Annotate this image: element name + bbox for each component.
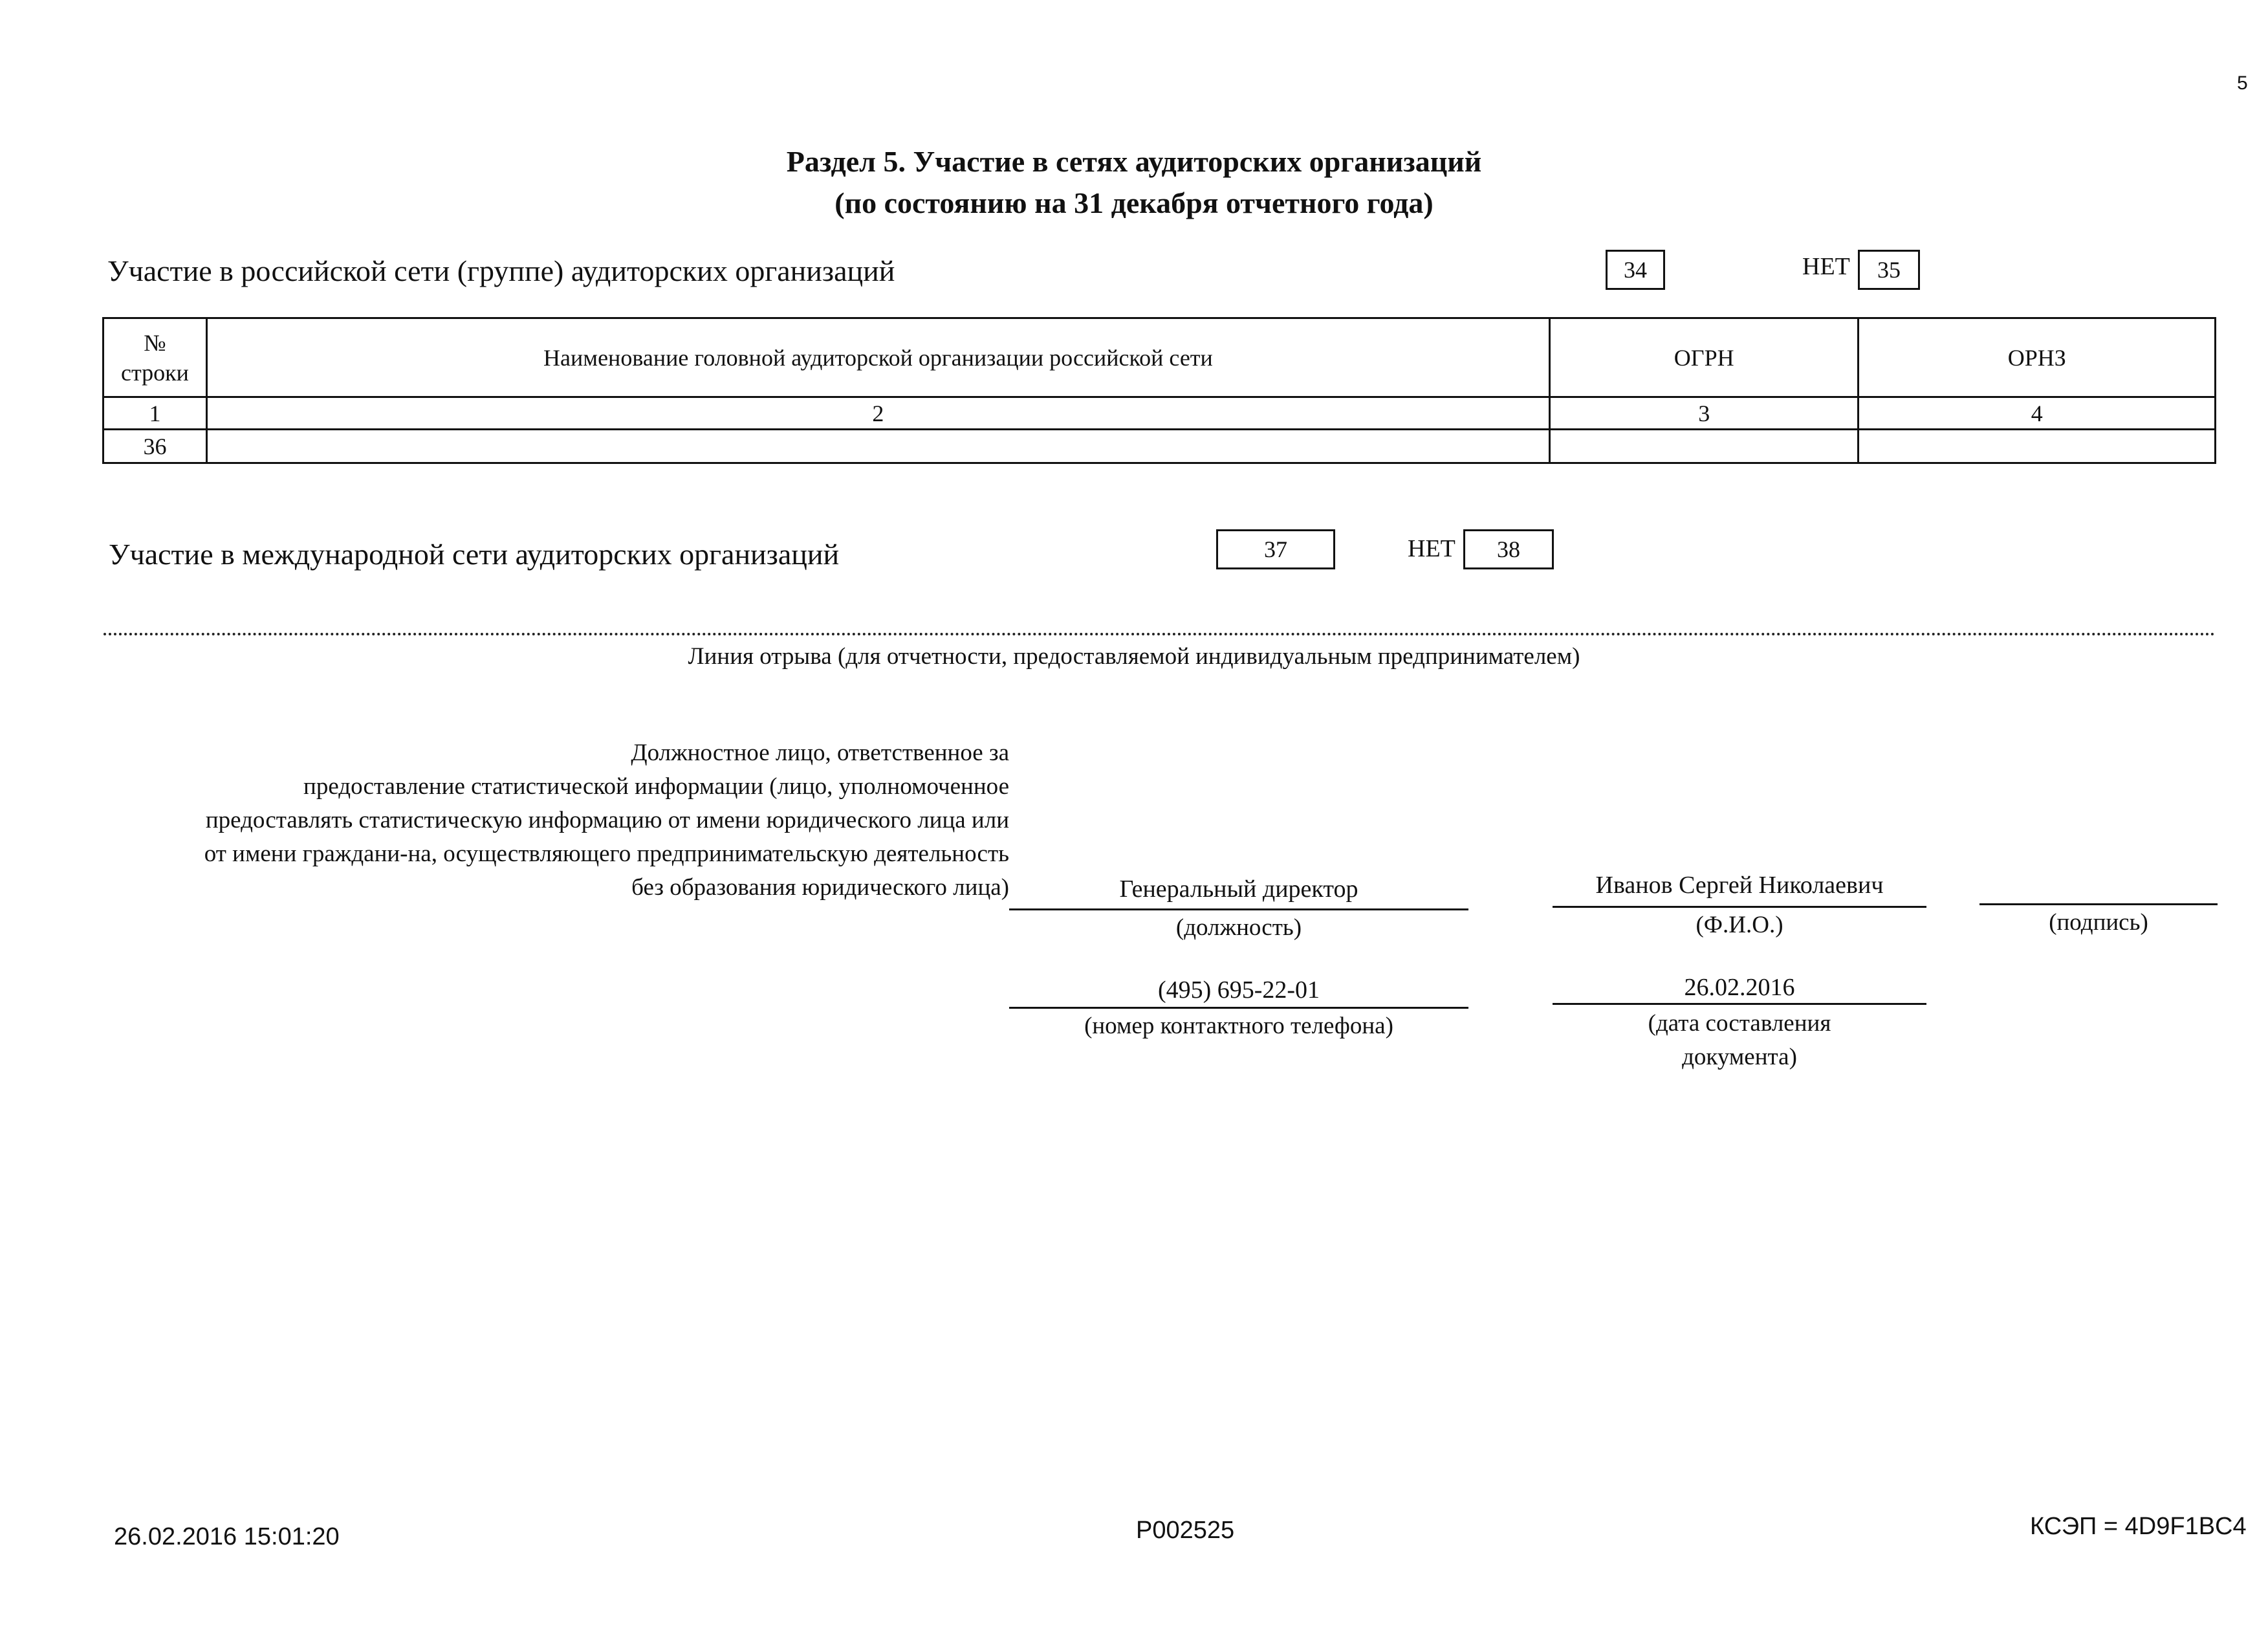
page-number: 5: [2237, 72, 2248, 94]
fio-caption: (Ф.И.О.): [1696, 912, 1783, 938]
signature-line[interactable]: [1979, 903, 2218, 905]
russian-network-no-label: НЕТ: [1802, 253, 1850, 280]
footer-ksep: КСЭП = 4D9F1BC4: [2030, 1513, 2247, 1540]
org-name-cell[interactable]: [206, 430, 1549, 463]
tear-line-divider: [104, 633, 2216, 635]
position-caption: (должность): [1175, 914, 1302, 941]
russian-network-table: [102, 317, 2216, 464]
date-caption: [1553, 1007, 1926, 1074]
section-title-line2: (по состоянию на 31 декабря отчетного года): [834, 186, 1434, 219]
russian-network-label: Участие в российской сети (группе) аудиторских организаций: [107, 254, 895, 287]
responsible-line-5: без образования юридического лица): [631, 874, 1009, 901]
footer-timestamp: 26.02.2016 15:01:20: [114, 1523, 340, 1550]
phone-line: [1009, 1007, 1468, 1009]
date-caption-line2: документа): [1682, 1044, 1797, 1070]
phone-value[interactable]: (495) 695-22-01: [1157, 976, 1320, 1004]
date-value[interactable]: 26.02.2016: [1684, 974, 1795, 1001]
column-number-1: 1: [104, 397, 207, 430]
header-row-number: № строки: [104, 318, 207, 397]
table-header-row: [104, 318, 2216, 397]
russian-network-no-box[interactable]: 35: [1858, 250, 1920, 290]
signature-caption: (подпись): [2049, 909, 2148, 936]
responsible-line-2: предоставление статистической информации (лицо, уполномоченное: [303, 773, 1009, 800]
responsible-person-text: [104, 736, 1009, 905]
fio-value[interactable]: Иванов Сергей Николаевич: [1595, 872, 1884, 899]
row-number-cell: 36: [104, 430, 207, 463]
header-ogrn: ОГРН: [1549, 318, 1859, 397]
tear-line-caption: Линия отрыва (для отчетности, предоставляемой индивидуальным предпринимателем): [688, 643, 1580, 670]
column-number-2: 2: [206, 397, 1549, 430]
russian-network-yes-box[interactable]: 34: [1606, 250, 1665, 290]
date-line: [1553, 1003, 1926, 1005]
date-caption-line1: (дата составления: [1648, 1010, 1831, 1037]
column-number-3: 3: [1549, 397, 1859, 430]
ornz-cell[interactable]: [1859, 430, 2216, 463]
table-row: [104, 430, 2216, 463]
position-value[interactable]: Генеральный директор: [1119, 875, 1358, 903]
responsible-line-1: Должностное лицо, ответственное за: [631, 740, 1009, 766]
international-network-yes-box[interactable]: 37: [1216, 529, 1335, 569]
international-network-no-box[interactable]: 38: [1463, 529, 1554, 569]
position-line: [1009, 908, 1468, 910]
header-org-name: Наименование головной аудиторской организации российской сети: [206, 318, 1549, 397]
column-number-4: 4: [1859, 397, 2216, 430]
international-network-label: Участие в международной сети аудиторских организаций: [109, 538, 840, 571]
header-ornz: ОРНЗ: [1859, 318, 2216, 397]
table-column-numbers-row: [104, 397, 2216, 430]
ogrn-cell[interactable]: [1549, 430, 1859, 463]
fio-line: [1553, 906, 1926, 908]
phone-caption: (номер контактного телефона): [1084, 1013, 1393, 1039]
responsible-line-3: предоставлять статистическую информацию от имени юридического лица или: [205, 807, 1009, 833]
section-title-line1: Раздел 5. Участие в сетях аудиторских организаций: [786, 145, 1482, 178]
responsible-line-4: от имени граждани-на, осуществляющего предпринимательскую деятельность: [204, 841, 1009, 867]
section-title: [0, 141, 2268, 224]
footer-form-code: Р002525: [1136, 1517, 1235, 1544]
international-network-no-label: НЕТ: [1408, 535, 1456, 562]
